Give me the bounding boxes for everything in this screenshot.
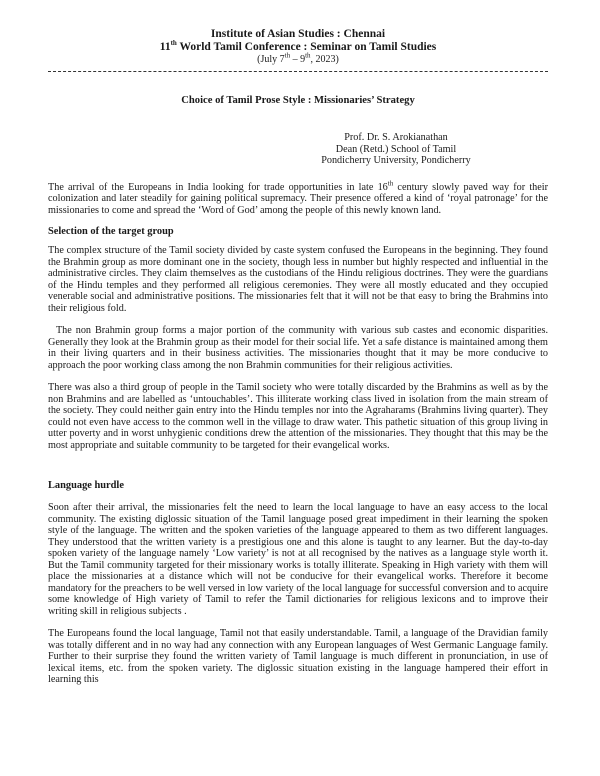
century-suffix: th <box>387 179 394 188</box>
paragraph: There was also a third group of people in the Tamil society who were totally discarded by the Brahmins as well as by the non Brahmins and are labelled as ‘untouchables’. This illiterate working class lived in isolation from the main stream of the society. They could neither gain entry into the Hindu temples nor into the Agraharams (Brahmins living quarter). They could not even have access to the common well in the village to draw water. This pathetic situation of this group living in utter poverty and in worst unhygienic conditions drew the attention of the missionaries. They thought that this may be the most appropriate and suitable community to be targeted for their evangelical works. <box>48 382 548 451</box>
paragraph: The complex structure of the Tamil society divided by caste system confused the Europeans in the beginning. They found the Brahmin group as more dominant one in the society, though less in number but highly respected and influential in the administrative circles. They claim themselves as the custodians of the Hindu religious doctrines. They were the guardians of the Hindu temples and they performed all religious ceremonies. They were all mostly educated and they occupied venerable social and administrative positions. The missionaries felt that it will not be that easy to bring the Brahmins into their religious fold. <box>48 245 548 314</box>
date-start-suffix: th <box>284 51 291 60</box>
conference-dates <box>48 51 548 66</box>
intro-text-end: century slowly paved way for their colonization and later steadily for gaining political supremacy. Their presence offered a kind of ‘royal patronage’ for the missionaries to come and spread the ‘Word of God’ among the people of this newly known land. <box>48 181 549 216</box>
author-position: Dean (Retd.) School of Tamil <box>335 143 457 155</box>
conference-number-suffix: th <box>170 39 177 48</box>
intro-paragraph <box>48 179 549 217</box>
author-block <box>296 132 496 167</box>
paragraph: Soon after their arrival, the missionaries felt the need to learn the local language to have an easy access to the local community. The existing diglossic situation of the Tamil language posed great impediment in their learning the spoken style of the language. The written and the spoken varieties of the language appeared to them as two different languages. They understood that the written variety is a prestigious one and this alone is taught to any learner. But the day-to-day spoken variety of the language namely ‘Low variety’ is not at all recognised by the natives as a language style worth it. But the Tamil community targeted for their missionary works is totally illiterate. Speaking in High variety with them will place the missionaries at a distance which will not be conducive for their evangelical works. Therefore it become mandatory for the preachers to be well versed in low variety of the local language for successful conversion and to acquire some knowledge of High variety of Tamil to refer the Tamil dictionaries for religious lexicons and to improve their writing skill in religious subjects . <box>48 502 548 617</box>
conference-header <box>48 28 548 72</box>
header-divider <box>48 71 548 72</box>
institute-name: Institute of Asian Studies : Chennai <box>210 28 386 40</box>
author-affiliation: Pondicherry University, Pondicherry <box>321 155 471 166</box>
paper-title: Choice of Tamil Prose Style : Missionaries’ Strategy <box>181 95 415 106</box>
date-year: , 2023) <box>310 54 339 65</box>
conference-title: World Tamil Conference : Seminar on Tamil Studies <box>176 41 437 53</box>
conference-name <box>48 41 548 54</box>
conference-number: 11 <box>159 41 171 53</box>
intro-text-start: The arrival of the Europeans in India looking for trade opportunities in late 16 <box>48 181 388 193</box>
paragraph: The Europeans found the local language, Tamil not that easily understandable. Tamil, a language of the Dravidian family was totally different and in no way had any connection with any European languages of West Germanic Language family. Further to their surprise they found the written variety of Tamil language is much different in pronunciation, in use of lexical items, etc. from the spoken variety. The diglossic situation existing in the language hampered their effort in learning this <box>48 628 548 685</box>
date-start: (July 7 <box>257 54 285 65</box>
date-end: – 9 <box>290 54 306 65</box>
author-name: Prof. Dr. S. Arokianathan <box>344 132 448 143</box>
section-heading-language-hurdle: Language hurdle <box>48 480 124 491</box>
paragraph: The non Brahmin group forms a major portion of the community with various sub castes and economic disparities. Generally they look at the Brahmin group as their model for their social life. Yet a safe distance is maintained among them in their living quarters and in their business activities. The missionaries thought that it may be more conducive to approach the poor working class among the non Brahmin communities for their religious activities. <box>48 325 551 371</box>
date-end-suffix: th <box>305 51 311 60</box>
section-heading-target-group: Selection of the target group <box>48 226 174 237</box>
